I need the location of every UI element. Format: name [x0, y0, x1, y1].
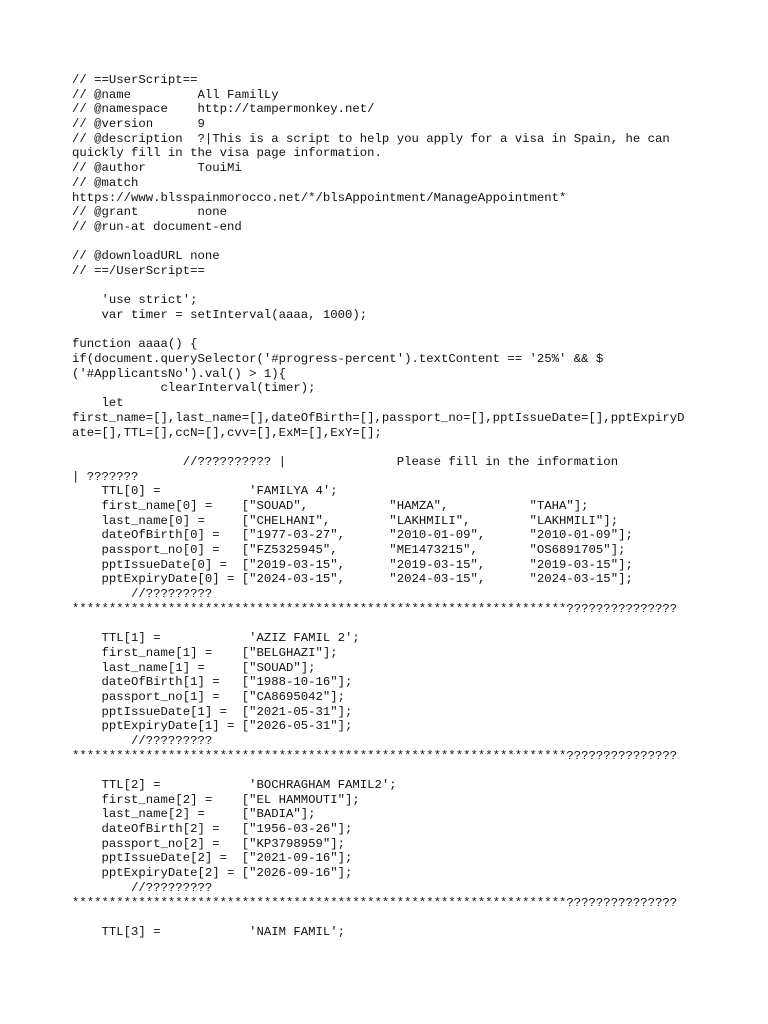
- code-line: dateOfBirth[1] = ["1988-10-16"];: [72, 675, 353, 690]
- code-line: quickly fill in the visa page information.: [72, 146, 382, 161]
- code-line: TTL[1] = 'AZIZ FAMIL 2';: [72, 631, 360, 646]
- code-line: passport_no[1] = ["CA8695042"];: [72, 689, 346, 704]
- code-line: pptIssueDate[2] = ["2021-09-16"];: [72, 851, 353, 866]
- code-line: [72, 323, 702, 338]
- code-line: // @namespace http://tampermonkey.net/: [72, 102, 375, 117]
- code-line: [72, 616, 702, 631]
- code-line: *******************************************************************???????????????: [72, 895, 678, 910]
- code-line: pptIssueDate[0] = ["2019-03-15", "2019-03-15", "2019-03-15"];: [72, 557, 633, 572]
- code-line: // ==/UserScript==: [72, 263, 205, 278]
- code-line: TTL[0] = 'FAMILYA 4';: [72, 484, 338, 499]
- code-line: ate=[],TTL=[],ccN=[],cvv=[],ExM=[],ExY=[];: [72, 425, 382, 440]
- code-line: // @downloadURL none: [72, 249, 220, 264]
- code-line: https://www.blsspainmorocco.net/*/blsAppointment/ManageAppointment*: [72, 190, 567, 205]
- code-line: // @run-at document-end: [72, 219, 242, 234]
- code-line: let: [72, 396, 124, 411]
- code-line: [72, 235, 702, 250]
- code-line: // @match: [72, 175, 139, 190]
- code-line: [72, 910, 702, 925]
- code-line: [72, 763, 702, 778]
- code-line: // @grant none: [72, 205, 227, 220]
- code-line: first_name[1] = ["BELGHAZI"];: [72, 645, 338, 660]
- code-line: dateOfBirth[0] = ["1977-03-27", "2010-01-09", "2010-01-09"];: [72, 528, 633, 543]
- code-line: first_name[0] = ["SOUAD", "HAMZA", "TAHA"];: [72, 498, 589, 513]
- code-line: pptIssueDate[1] = ["2021-05-31"];: [72, 704, 353, 719]
- code-line: last_name[0] = ["CHELHANI", "LAKHMILI", "LAKHMILI"];: [72, 513, 619, 528]
- code-line: //?????????: [72, 733, 213, 748]
- code-line: dateOfBirth[2] = ["1956-03-26"];: [72, 822, 353, 837]
- code-line: | ???????: [72, 469, 139, 484]
- code-line: *******************************************************************???????????????: [72, 601, 678, 616]
- code-line: // ==UserScript==: [72, 73, 198, 87]
- code-line: // @author TouiMi: [72, 161, 242, 176]
- code-line: [72, 279, 702, 294]
- code-line: 'use strict';: [72, 293, 198, 308]
- code-line: passport_no[0] = ["FZ5325945", "ME1473215", "OS6891705"];: [72, 543, 626, 557]
- code-line: // @description ?|This is a script to help you apply for a visa in Spain, he can: [72, 131, 670, 146]
- code-line: *******************************************************************???????????????: [72, 748, 678, 763]
- code-line: pptExpiryDate[1] = ["2026-05-31"];: [72, 719, 353, 734]
- code-line: [72, 440, 702, 455]
- code-line: first_name[2] = ["EL HAMMOUTI"];: [72, 792, 360, 807]
- code-line: last_name[1] = ["SOUAD"];: [72, 660, 316, 675]
- code-line: pptExpiryDate[2] = ["2026-09-16"];: [72, 866, 353, 881]
- code-line: clearInterval(timer);: [72, 381, 316, 396]
- code-line: pptExpiryDate[0] = ["2024-03-15", "2024-03-15", "2024-03-15"];: [72, 572, 633, 587]
- code-line: last_name[2] = ["BADIA"];: [72, 807, 316, 822]
- code-line: //?????????: [72, 880, 213, 895]
- code-line: TTL[3] = 'NAIM FAMIL';: [72, 924, 346, 939]
- code-line: TTL[2] = 'BOCHRAGHAM FAMIL2';: [72, 778, 397, 792]
- code-line: // @version 9: [72, 117, 205, 132]
- code-line: //?????????: [72, 587, 213, 602]
- code-line: // @name All FamilLy: [72, 87, 279, 102]
- code-line: passport_no[2] = ["KP3798959"];: [72, 836, 346, 851]
- code-line: //?????????? | Please fill in the information: [72, 454, 619, 469]
- code-line: if(document.querySelector('#progress-percent').textContent == '25%' && $: [72, 352, 604, 367]
- code-line: first_name=[],last_name=[],dateOfBirth=[],passport_no=[],pptIssueDate=[],pptExpiryD: [72, 410, 685, 425]
- script-document: [72, 73, 702, 940]
- code-line: var timer = setInterval(aaaa, 1000);: [72, 308, 368, 322]
- code-line: function aaaa() {: [72, 337, 198, 352]
- code-line: ('#ApplicantsNo').val() > 1){: [72, 366, 287, 381]
